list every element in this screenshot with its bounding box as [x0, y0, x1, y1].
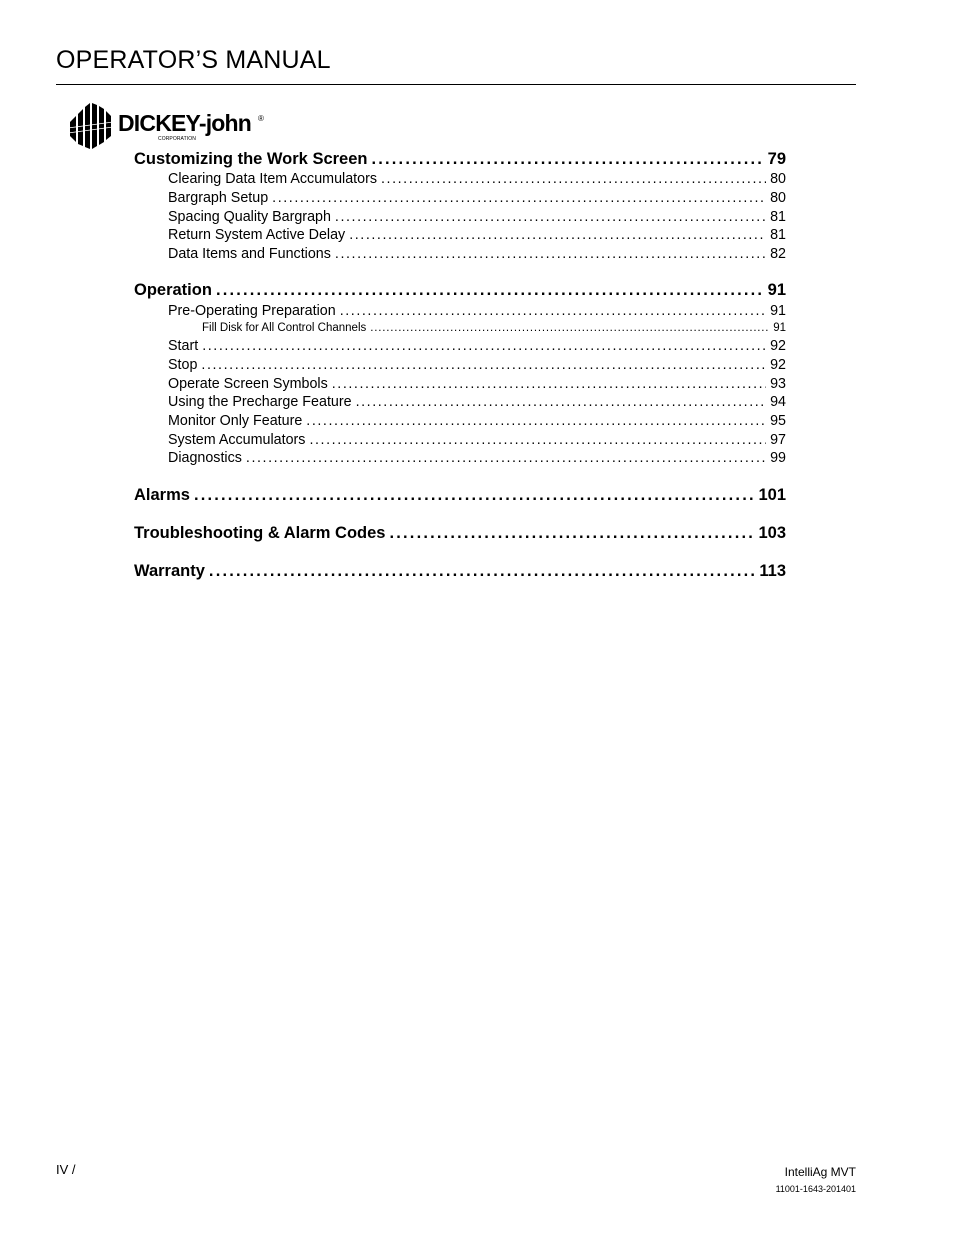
toc-leader — [309, 432, 766, 448]
toc-entry[interactable] — [168, 432, 786, 448]
toc-entry[interactable] — [168, 227, 786, 243]
toc-entry[interactable] — [168, 357, 786, 373]
toc-entry[interactable] — [134, 150, 786, 169]
toc-leader — [335, 246, 766, 262]
toc-entry-label: Return System Active Delay — [168, 227, 346, 243]
toc-entry-page: 81 — [770, 209, 786, 225]
toc-entry[interactable] — [168, 413, 786, 429]
toc-leader — [272, 190, 766, 206]
toc-entry-label: Stop — [168, 357, 198, 373]
toc-entry-label: Diagnostics — [168, 450, 242, 466]
toc-entry-page: 93 — [770, 376, 786, 392]
toc-entry-page: 81 — [770, 227, 786, 243]
toc-entry-label: Clearing Data Item Accumulators — [168, 171, 377, 187]
toc-leader — [381, 171, 766, 187]
toc-entry-label: Spacing Quality Bargraph — [168, 209, 331, 225]
toc-entry[interactable] — [168, 450, 786, 466]
toc-entry-page: 91 — [773, 322, 786, 334]
toc-leader — [371, 150, 763, 169]
toc-entry-label: Warranty — [134, 562, 205, 580]
toc-entry-label: Start — [168, 338, 199, 354]
toc-entry[interactable] — [134, 524, 786, 543]
toc-leader — [201, 357, 766, 373]
toc-leader — [202, 338, 766, 354]
footer-product-name: IntelliAg MVT — [784, 1165, 856, 1179]
toc-entry-page: 82 — [770, 246, 786, 262]
toc-entry-page: 92 — [770, 357, 786, 373]
toc-entry[interactable] — [168, 171, 786, 187]
toc-leader — [216, 281, 764, 300]
toc-leader — [335, 209, 766, 225]
toc-entry-label: Operate Screen Symbols — [168, 376, 328, 392]
toc-leader — [209, 562, 755, 581]
header-rule — [56, 84, 856, 85]
toc-entry-label: Fill Disk for All Control Channels — [202, 322, 367, 334]
toc-entry[interactable] — [168, 376, 786, 392]
logo-wordmark: DICKEY-john — [118, 110, 252, 136]
toc-entry-label: System Accumulators — [168, 432, 306, 448]
toc-entry[interactable] — [168, 190, 786, 206]
toc-entry[interactable] — [134, 562, 786, 581]
toc-entry-label: Using the Precharge Feature — [168, 394, 352, 410]
toc-entry-page: 95 — [770, 413, 786, 429]
toc-entry-page: 92 — [770, 338, 786, 354]
toc-entry[interactable] — [202, 322, 786, 334]
toc-entry-page: 80 — [770, 190, 786, 206]
footer-page-label: IV / — [56, 1162, 76, 1177]
toc-entry[interactable] — [168, 209, 786, 225]
footer-document-number: 11001-1643-201401 — [775, 1184, 856, 1194]
toc-entry[interactable] — [134, 281, 786, 300]
toc-leader — [349, 227, 766, 243]
toc-entry-label: Customizing the Work Screen — [134, 150, 368, 168]
toc-leader — [332, 376, 766, 392]
logo-corporation: CORPORATION — [158, 136, 196, 142]
toc-entry[interactable] — [134, 486, 786, 505]
page-title: OPERATOR’S MANUAL — [56, 46, 331, 74]
toc-entry[interactable] — [168, 394, 786, 410]
toc-entry-page: 101 — [758, 486, 786, 504]
toc-entry-page: 80 — [770, 171, 786, 187]
toc-leader — [340, 303, 766, 319]
toc-entry-label: Data Items and Functions — [168, 246, 331, 262]
toc-entry-page: 113 — [759, 562, 786, 580]
dickey-john-emblem-icon — [66, 100, 116, 150]
toc-leader — [356, 394, 767, 410]
toc-entry-page: 91 — [770, 303, 786, 319]
dickey-john-logo — [66, 100, 286, 150]
toc-leader — [306, 413, 766, 429]
toc-entry-page: 94 — [770, 394, 786, 410]
toc-entry-label: Pre-Operating Preparation — [168, 303, 336, 319]
toc-entry-page: 91 — [767, 281, 786, 299]
toc-leader — [390, 524, 755, 543]
toc-entry-page: 103 — [758, 524, 786, 542]
toc-entry-page: 97 — [770, 432, 786, 448]
logo-registered-mark: ® — [258, 114, 264, 123]
toc-entry-page: 99 — [770, 450, 786, 466]
toc-entry-page: 79 — [767, 150, 786, 168]
toc-entry[interactable] — [168, 338, 786, 354]
toc-entry[interactable] — [168, 246, 786, 262]
toc-entry-label: Troubleshooting & Alarm Codes — [134, 524, 386, 542]
toc-leader — [246, 450, 766, 466]
toc-entry-label: Alarms — [134, 486, 190, 504]
toc-leader — [194, 486, 755, 505]
toc-entry-label: Bargraph Setup — [168, 190, 269, 206]
toc-leader — [370, 322, 769, 334]
toc-entry[interactable] — [168, 303, 786, 319]
toc-entry-label: Operation — [134, 281, 212, 299]
toc-entry-label: Monitor Only Feature — [168, 413, 303, 429]
